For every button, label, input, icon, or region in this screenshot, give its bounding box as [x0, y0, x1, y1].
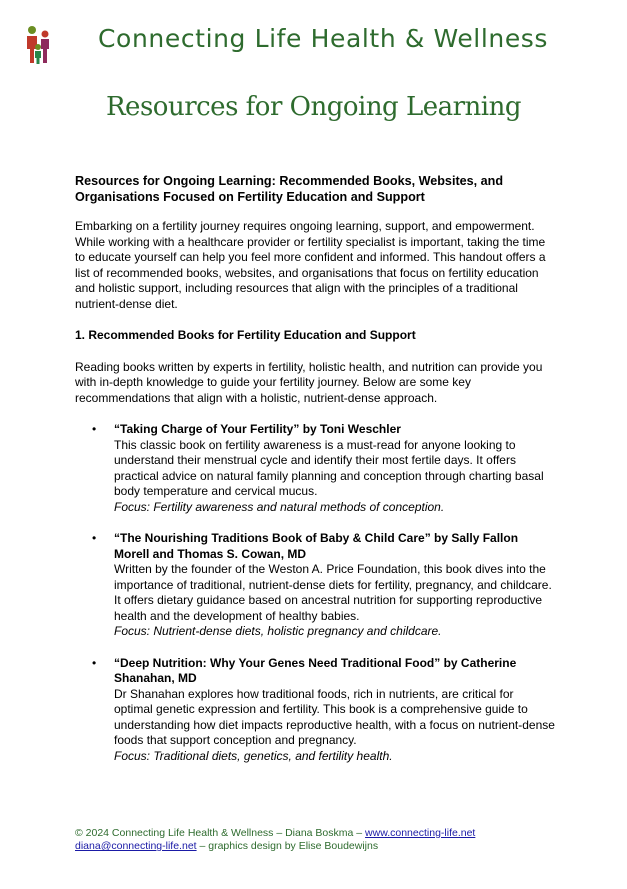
book-description: Written by the founder of the Weston A. Price Foundation, this book dives into the importance of traditional, nutrient-dense diets for fertility, pregnancy, and childcare. It offers dietary guidance based on ancestral nutrition for supporting reproductive health and the development of healthy babies.	[114, 562, 552, 623]
section-intro-paragraph: Reading books written by experts in fertility, holistic health, and nutrition can provide you with in-depth knowledge to guide your fertility journey. Below are some key recommendations that align with a holistic, nutrient-dense approach.	[75, 359, 543, 405]
book-description: Dr Shanahan explores how traditional foods, rich in nutrients, are critical for optimal genetic expression and fertility. This book is a comprehensive guide to understanding how diet impacts reproductive health, with a focus on nutrient-dense foods that support conception and pregnancy.	[114, 686, 555, 747]
copyright-text: © 2024 Connecting Life Health & Wellness – Diana Boskma –	[75, 827, 366, 839]
footer-line-2	[75, 840, 475, 853]
family-people-icon	[22, 23, 56, 65]
credits-text: – graphics design by Elise Boudewijns	[196, 840, 379, 852]
book-focus: Focus: Traditional diets, genetics, and fertility health.	[114, 748, 393, 763]
footer-line-1	[75, 827, 475, 840]
page-title: Resources for Ongoing Learning	[105, 92, 521, 122]
book-title: “The Nourishing Traditions Book of Baby & Child Care” by Sally Fallon Morell and Thomas S. Cowan, MD	[114, 531, 519, 561]
book-item	[75, 422, 555, 515]
website-link[interactable]: www.connecting-life.net	[365, 827, 476, 839]
book-title: “Taking Charge of Your Fertility” by Toni Weschler	[114, 422, 401, 436]
document-body	[75, 173, 555, 780]
email-link[interactable]: diana@connecting-life.net	[75, 840, 197, 852]
bullet-icon: •	[92, 655, 97, 670]
bullet-icon: •	[92, 422, 97, 436]
brand-name: Connecting Life Health & Wellness	[98, 24, 549, 53]
book-item	[75, 656, 555, 765]
footer	[75, 827, 475, 853]
book-list	[75, 422, 555, 764]
section-heading-books: 1. Recommended Books for Fertility Education and Support	[75, 328, 416, 342]
header	[0, 0, 627, 70]
bullet-icon: •	[92, 531, 97, 545]
book-title: “Deep Nutrition: Why Your Genes Need Traditional Food” by Catherine Shanahan, MD	[114, 655, 517, 685]
book-focus: Focus: Nutrient-dense diets, holistic pregnancy and childcare.	[114, 624, 442, 638]
book-description: This classic book on fertility awareness is a must-read for anyone looking to understand their menstrual cycle and identify their most fertile days. It offers practical advice on natural family planning and conception through charting basal body temperature and cervical mucus.	[114, 437, 544, 498]
intro-paragraph: Embarking on a fertility journey requires ongoing learning, support, and empowerment. While working with a healthcare provider or fertility specialist is important, taking the time to educate yourself can help you feel more confident and informed. This handout offers a list of recommended books, websites, and organisations that focus on fertility education and holistic support, including resources that align with the principles of a traditional nutrient-dense diet.	[75, 219, 546, 311]
document-heading: Resources for Ongoing Learning: Recommended Books, Websites, and Organisations Focused on Fertility Education and Support	[75, 174, 504, 204]
book-item	[75, 531, 555, 640]
book-focus: Focus: Fertility awareness and natural methods of conception.	[114, 499, 445, 514]
